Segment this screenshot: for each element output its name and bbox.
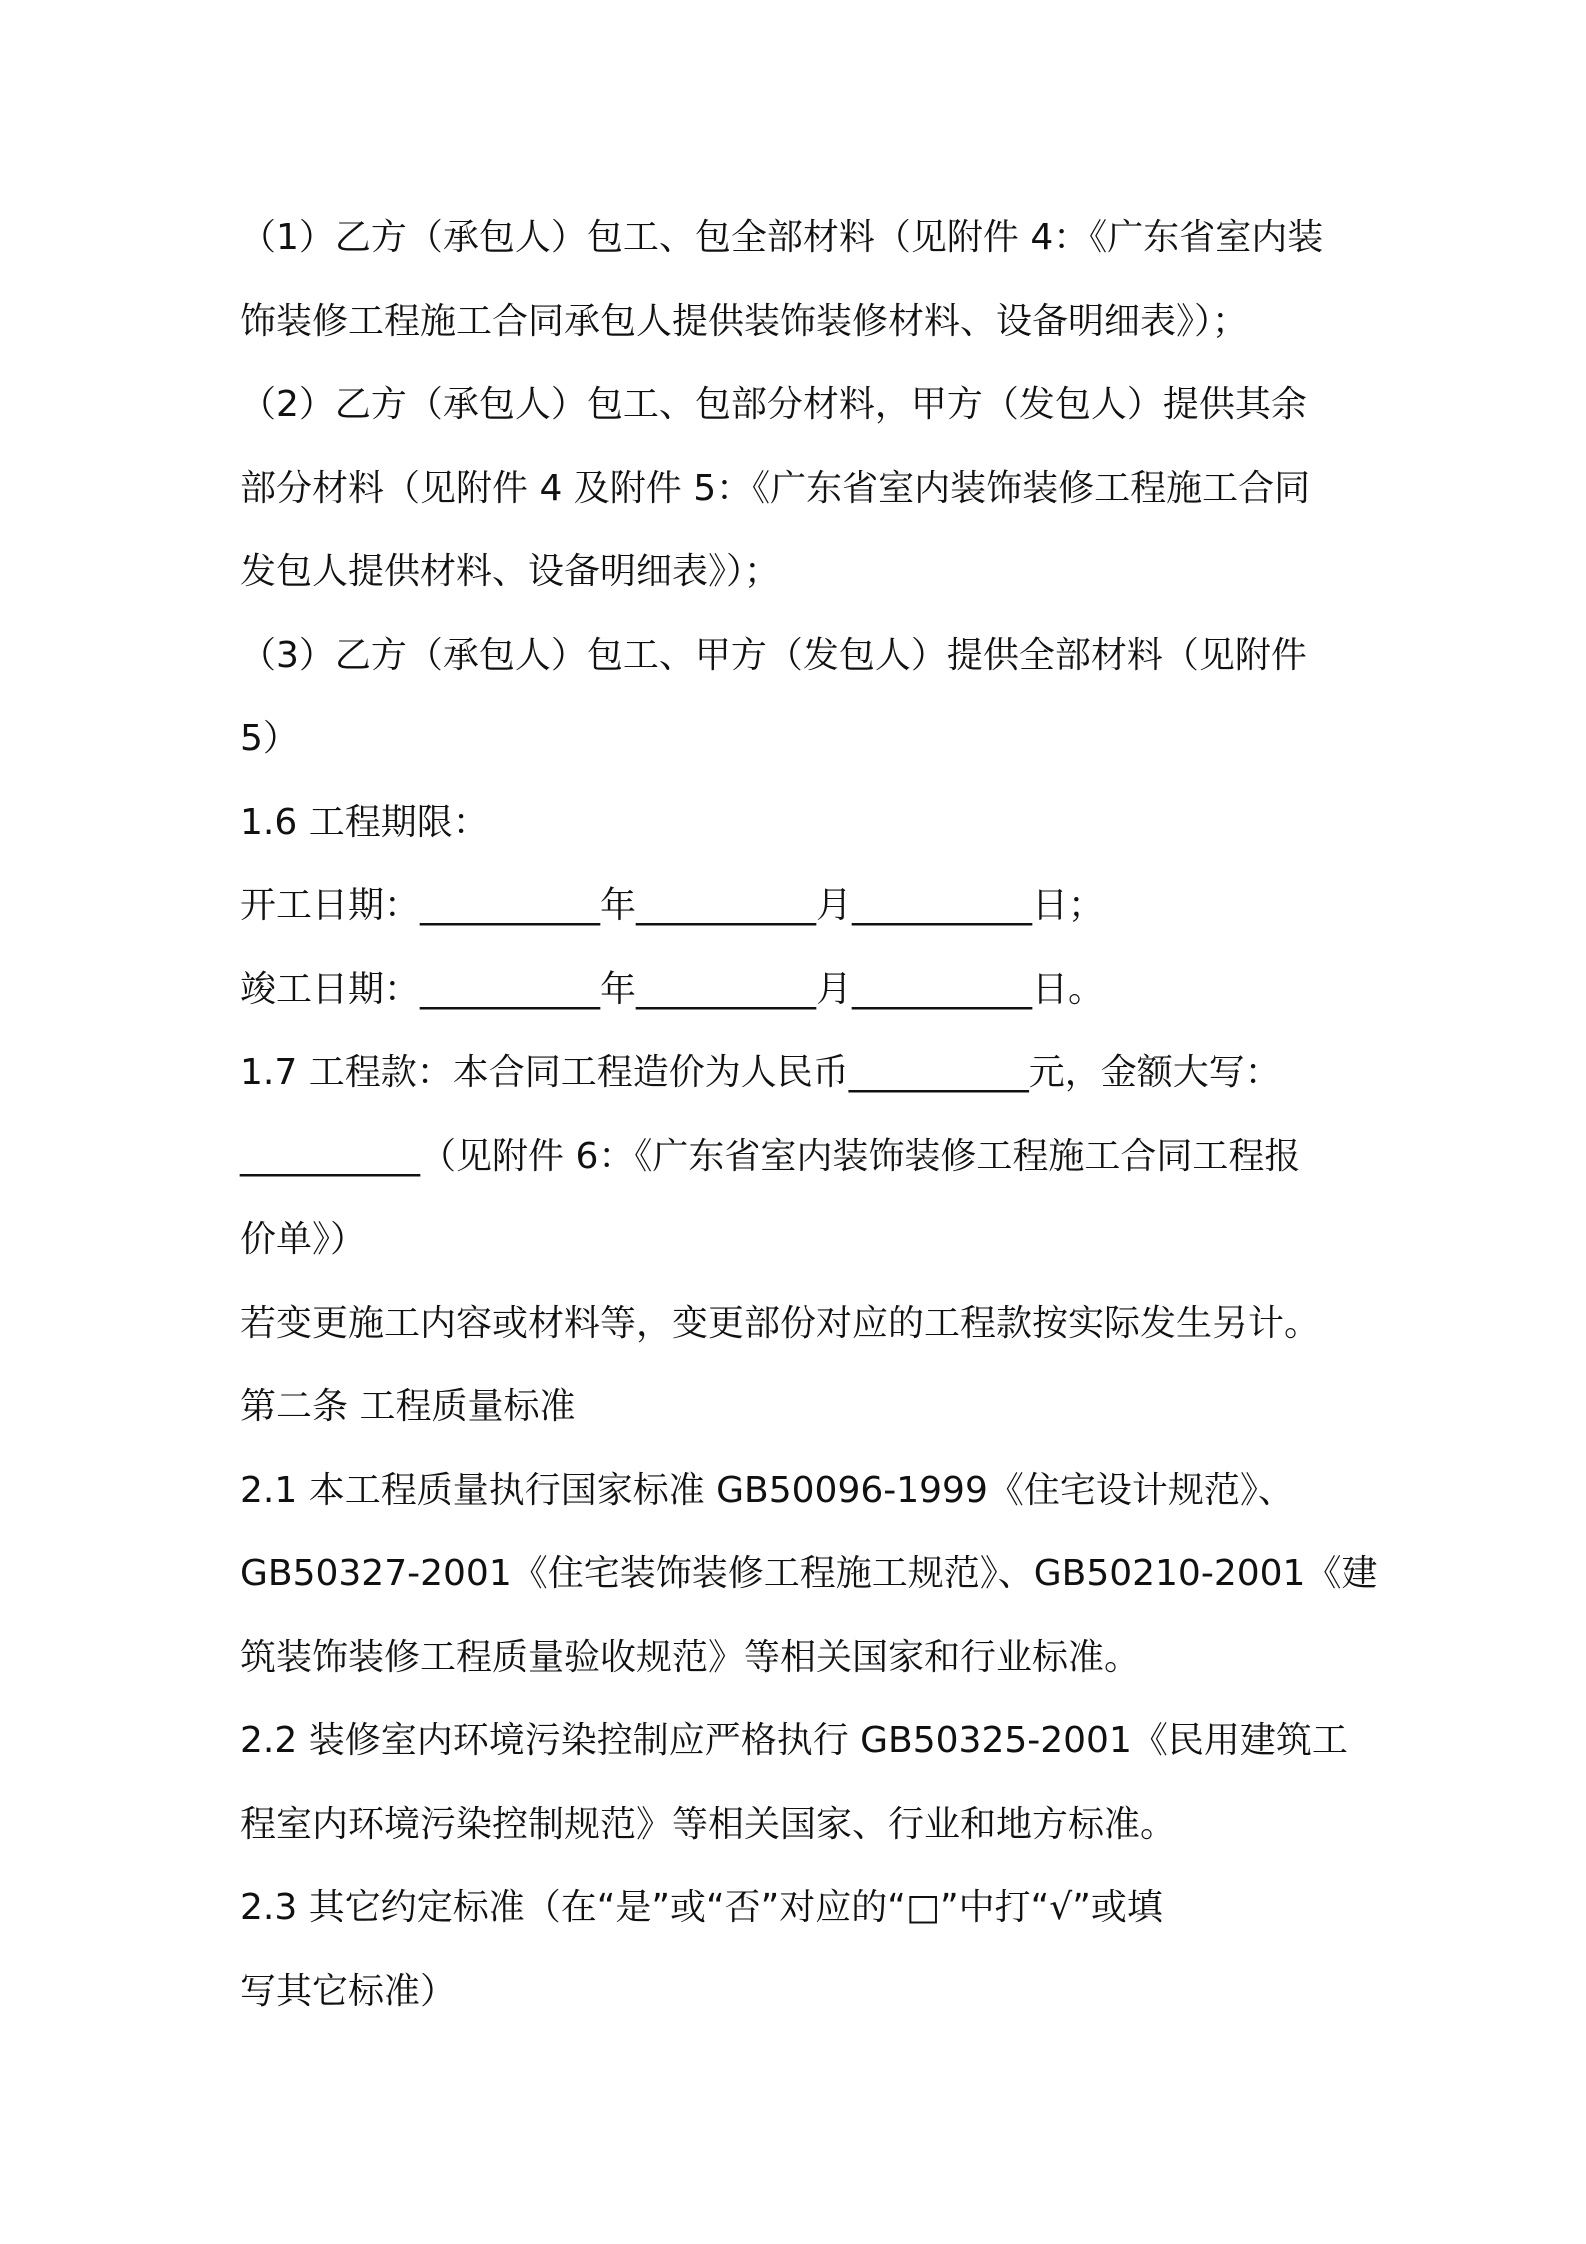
- text-line-section-1-6: 1.6 工程期限：: [240, 801, 489, 843]
- text-line-clause-3-end: 5）: [240, 718, 299, 759]
- text-line-clause-1-cont: 饰装修工程施工合同承包人提供装饰装修材料、设备明细表》）；: [240, 300, 1249, 342]
- text-line-section-2-3: 2.3 其它约定标准（在“是”或“否”对应的“□”中打“√”或填: [240, 1887, 1163, 1928]
- text-line-completion-date: 竣工日期：__________年__________月__________日。: [240, 968, 1105, 1010]
- text-line-section-2-1: 2.1 本工程质量执行国家标准 GB50096-1999《住宅设计规范》、: [240, 1469, 1294, 1511]
- contract-text: [240, 196, 1378, 2033]
- text-line-section-2-3-end: 写其它标准）: [240, 1970, 457, 2012]
- text-line-section-1-7: 1.7 工程款：本合同工程造价为人民币__________元，金额大写：: [240, 1052, 1281, 1093]
- text-line-change-note: 若变更施工内容或材料等，变更部份对应的工程款按实际发生另计。: [240, 1302, 1321, 1344]
- text-line-article-2-heading: 第二条 工程质量标准: [240, 1386, 576, 1427]
- text-line-clause-3: （3）乙方（承包人）包工、甲方（发包人）提供全部材料（见附件: [240, 634, 1307, 676]
- text-line-start-date: 开工日期：__________年__________月__________日；: [240, 885, 1105, 926]
- text-line-section-2-2-end: 程室内环境污染控制规范》等相关国家、行业和地方标准。: [240, 1803, 1177, 1845]
- text-line-section-2-1-cont: GB50327-2001《住宅装饰装修工程施工规范》、GB50210-2001《建: [240, 1553, 1378, 1594]
- text-line-section-1-7-cont: __________（见附件 6：《广东省室内装饰装修工程施工合同工程报: [240, 1135, 1301, 1177]
- text-line-section-2-2: 2.2 装修室内环境污染控制应严格执行 GB50325-2001《民用建筑工: [240, 1720, 1348, 1761]
- text-line-clause-2-cont: 部分材料（见附件 4 及附件 5：《广东省室内装饰装修工程施工合同: [240, 467, 1311, 509]
- text-line-clause-2: （2）乙方（承包人）包工、包部分材料，甲方（发包人）提供其余: [240, 384, 1307, 425]
- text-line-section-1-7-end: 价单》）: [240, 1219, 367, 1260]
- text-line-section-2-1-end: 筑装饰装修工程质量验收规范》等相关国家和行业标准。: [240, 1636, 1141, 1678]
- text-line-clause-2-end: 发包人提供材料、设备明细表》）；: [240, 551, 781, 592]
- text-line-clause-1: （1）乙方（承包人）包工、包全部材料（见附件 4：《广东省室内装: [240, 217, 1324, 258]
